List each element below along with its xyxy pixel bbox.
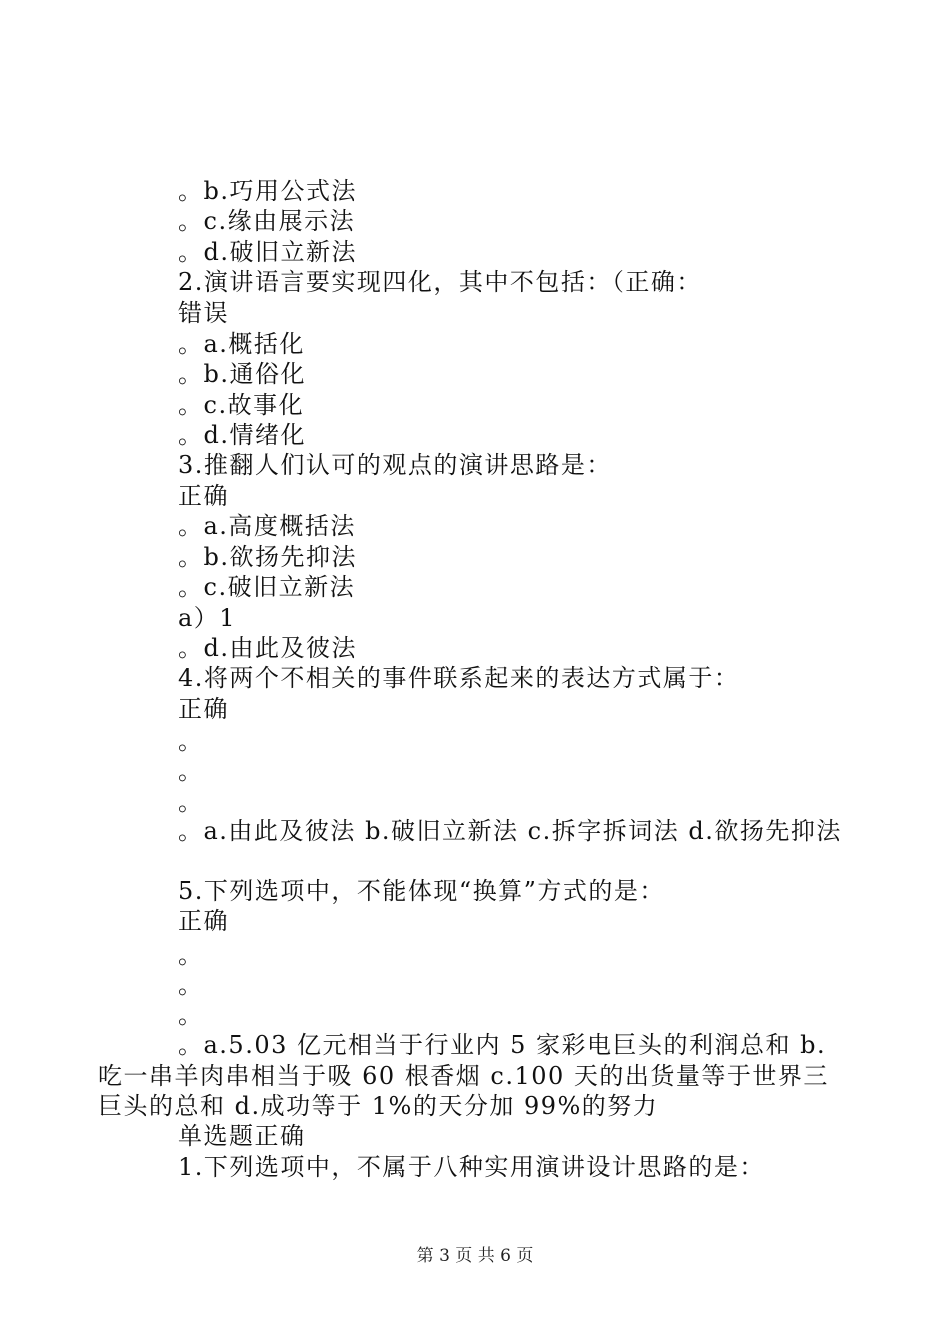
option-paragraph-text: 。a.5.03 亿元相当于行业内 5 家彩电巨头的利润总和 b.吃一串羊肉串相当于吸 60 根香烟 c.100 天的出货量等于世界三巨头的总和 d.成功等于 1%的天分加 99%的努力 bbox=[98, 1031, 829, 1120]
option-text: 。c.故事化 bbox=[178, 391, 305, 419]
section-heading: 单选题正确 bbox=[178, 1122, 306, 1150]
option-bullet: 。 bbox=[178, 941, 204, 969]
option-text: 。a.高度概括法 bbox=[178, 512, 356, 540]
option-text: 。d.破旧立新法 bbox=[178, 238, 357, 266]
option-bullet: 。 bbox=[178, 727, 204, 755]
option-text: 。c.破旧立新法 bbox=[178, 573, 356, 601]
page-footer: 第 3 页 共 6 页 bbox=[416, 1246, 534, 1266]
option-bullet: 。 bbox=[178, 1001, 204, 1029]
option-text: 。d.情绪化 bbox=[178, 421, 306, 449]
option-bullet: 。 bbox=[178, 788, 204, 816]
question-text: 3.推翻人们认可的观点的演讲思路是： bbox=[178, 451, 612, 479]
option-bullet: 。 bbox=[178, 971, 204, 999]
answer-status: 正确 bbox=[178, 695, 229, 723]
question-text: 1.下列选项中，不属于八种实用演讲设计思路的是： bbox=[178, 1153, 765, 1181]
option-text: 。d.由此及彼法 bbox=[178, 634, 357, 662]
option-bullet: 。 bbox=[178, 757, 204, 785]
option-text: 。b.巧用公式法 bbox=[178, 177, 357, 205]
answer-status: 正确 bbox=[178, 907, 229, 935]
question-text: 2.演讲语言要实现四化，其中不包括：（正确： bbox=[178, 268, 702, 296]
answer-status: 错误 bbox=[178, 299, 229, 327]
option-text: 。c.缘由展示法 bbox=[178, 207, 356, 235]
note-text: a）1 bbox=[178, 604, 237, 632]
option-text: 。b.欲扬先抑法 bbox=[178, 543, 357, 571]
option-text: 。a.概括化 bbox=[178, 330, 305, 358]
option-paragraph bbox=[98, 1030, 838, 1122]
question-text: 5.下列选项中，不能体现“换算”方式的是： bbox=[178, 877, 665, 905]
option-text: 。b.通俗化 bbox=[178, 360, 306, 388]
option-text: 。a.由此及彼法 b.破旧立新法 c.拆字拆词法 d.欲扬先抑法 bbox=[178, 817, 842, 845]
answer-status: 正确 bbox=[178, 482, 229, 510]
question-text: 4.将两个不相关的事件联系起来的表达方式属于： bbox=[178, 664, 740, 692]
